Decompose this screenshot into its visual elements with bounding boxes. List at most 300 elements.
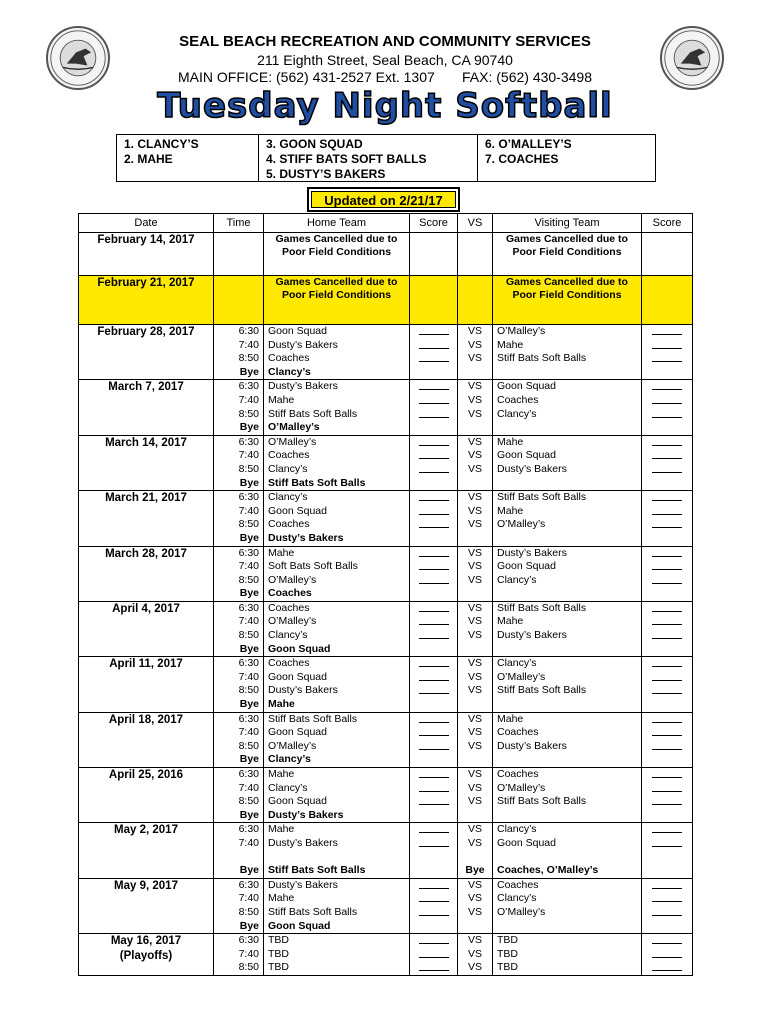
team-item: 7. COACHES xyxy=(485,152,559,166)
cancel-note: Poor Field Conditions xyxy=(512,289,622,301)
visiting-team: Mahe xyxy=(497,435,524,448)
vs-label xyxy=(458,532,492,546)
home-team: Coaches xyxy=(268,587,312,600)
score-blank[interactable] xyxy=(652,726,682,736)
score-line xyxy=(642,864,692,878)
score-blank[interactable] xyxy=(419,449,449,459)
team-item: 6. O’MALLEY’S xyxy=(485,137,572,151)
date-cell xyxy=(79,546,214,601)
home-score-cell xyxy=(410,768,458,823)
vs-label: VS xyxy=(467,518,482,531)
score-blank[interactable] xyxy=(419,408,449,418)
score-line xyxy=(642,587,692,601)
score-line xyxy=(642,518,692,532)
score-blank[interactable] xyxy=(652,505,682,515)
date-label: February 21, 2017 xyxy=(97,277,195,289)
visiting-score-cell xyxy=(642,657,693,712)
table-row xyxy=(79,657,693,712)
vs-label: VS xyxy=(467,629,482,642)
score-blank[interactable] xyxy=(652,879,682,889)
game-time: 8:50 xyxy=(238,961,259,974)
score-blank[interactable] xyxy=(419,879,449,889)
game-time: Bye xyxy=(239,421,259,434)
score-blank[interactable] xyxy=(652,352,682,362)
score-blank[interactable] xyxy=(652,948,682,958)
visiting-team-cell xyxy=(493,491,642,546)
score-blank[interactable] xyxy=(419,892,449,902)
score-blank[interactable] xyxy=(652,574,682,584)
score-blank[interactable] xyxy=(419,602,449,612)
score-line xyxy=(642,421,692,435)
vs-label xyxy=(458,851,492,865)
teams-col-2 xyxy=(259,135,478,181)
score-line xyxy=(642,339,692,353)
score-blank[interactable] xyxy=(652,823,682,833)
vs-label xyxy=(458,809,492,823)
visiting-team: TBD xyxy=(497,934,518,947)
vs-label: VS xyxy=(467,795,482,808)
vs-label: VS xyxy=(467,504,482,517)
home-team: Goon Squad xyxy=(268,325,327,337)
time-cell xyxy=(214,823,264,878)
score-line xyxy=(410,366,457,380)
score-line xyxy=(410,961,457,975)
score-blank[interactable] xyxy=(652,906,682,916)
score-line xyxy=(410,726,457,740)
visiting-team xyxy=(493,366,641,380)
score-line xyxy=(410,560,457,574)
home-team: Stiff Bats Soft Balls xyxy=(268,407,358,420)
vs-label xyxy=(458,643,492,657)
score-blank[interactable] xyxy=(419,782,449,792)
visiting-team: O’Malley’s xyxy=(497,781,546,794)
schedule-table xyxy=(78,213,693,976)
home-score-cell xyxy=(410,657,458,712)
score-blank[interactable] xyxy=(652,768,682,778)
table-row xyxy=(79,276,693,325)
game-time: 7:40 xyxy=(238,947,259,960)
home-score-cell xyxy=(410,380,458,435)
score-line xyxy=(410,602,457,616)
home-team: Clancy’s xyxy=(268,462,308,475)
vs-label: VS xyxy=(467,781,482,794)
score-blank[interactable] xyxy=(652,408,682,418)
time-cell xyxy=(214,276,264,325)
vs-label: VS xyxy=(467,393,482,406)
home-team: Clancy’s xyxy=(268,491,308,504)
vs-cell xyxy=(458,380,493,435)
visiting-team-cell xyxy=(493,546,642,601)
teams-col-1 xyxy=(117,135,259,181)
score-line xyxy=(642,961,692,975)
home-team-cell xyxy=(264,934,410,976)
home-score-cell xyxy=(410,712,458,767)
visiting-team-cell xyxy=(493,878,642,933)
vs-cell xyxy=(458,233,493,276)
vs-label: VS xyxy=(467,670,482,683)
game-time: 8:50 xyxy=(238,905,259,918)
score-line xyxy=(642,906,692,920)
score-line xyxy=(410,698,457,712)
score-blank[interactable] xyxy=(652,325,682,335)
visiting-team: Dusty’s Bakers xyxy=(497,629,567,642)
visiting-team: O’Malley’s xyxy=(497,905,546,918)
score-line xyxy=(410,671,457,685)
score-blank[interactable] xyxy=(419,325,449,335)
visiting-team: O’Malley’s xyxy=(497,670,546,683)
score-line xyxy=(410,339,457,353)
visiting-score-cell xyxy=(642,601,693,656)
score-blank[interactable] xyxy=(419,726,449,736)
score-blank[interactable] xyxy=(652,547,682,557)
score-line xyxy=(642,879,692,893)
score-blank[interactable] xyxy=(419,837,449,847)
updated-box xyxy=(307,187,460,212)
score-line xyxy=(410,352,457,366)
visiting-team xyxy=(493,477,641,491)
score-blank[interactable] xyxy=(419,339,449,349)
score-blank[interactable] xyxy=(419,823,449,833)
visiting-team: Dusty’s Bakers xyxy=(497,739,567,752)
visiting-team: Goon Squad xyxy=(497,380,556,393)
score-blank[interactable] xyxy=(652,713,682,723)
score-line xyxy=(642,795,692,809)
vs-cell xyxy=(458,601,493,656)
score-blank[interactable] xyxy=(419,560,449,570)
visiting-team: Coaches xyxy=(497,393,539,406)
vs-label xyxy=(458,753,492,767)
score-line xyxy=(410,837,457,851)
score-line xyxy=(410,574,457,588)
game-time: 8:50 xyxy=(238,462,259,475)
vs-cell xyxy=(458,823,493,878)
col-header-vs: VS xyxy=(458,214,493,233)
visiting-team: O’Malley’s xyxy=(497,325,546,337)
vs-label: VS xyxy=(467,352,482,365)
score-blank[interactable] xyxy=(419,574,449,584)
score-line xyxy=(642,948,692,962)
score-line xyxy=(642,657,692,671)
score-line xyxy=(642,532,692,546)
score-blank[interactable] xyxy=(419,795,449,805)
score-line xyxy=(642,436,692,450)
visiting-team xyxy=(493,421,641,435)
score-line xyxy=(642,934,692,948)
time-cell xyxy=(214,768,264,823)
date-label: March 28, 2017 xyxy=(105,547,187,560)
table-row xyxy=(79,878,693,933)
score-blank[interactable] xyxy=(652,657,682,667)
score-blank[interactable] xyxy=(419,740,449,750)
org-address: 211 Eighth Street, Seal Beach, CA 90740 xyxy=(257,52,513,68)
score-line xyxy=(642,463,692,477)
date-label: May 16, 2017 xyxy=(110,935,182,948)
visiting-team xyxy=(493,920,641,934)
score-cell xyxy=(642,233,693,276)
date-cell xyxy=(79,435,214,490)
teams-box xyxy=(116,134,656,182)
page-title: Tuesday Night Softball xyxy=(157,86,613,126)
score-blank[interactable] xyxy=(419,713,449,723)
score-blank[interactable] xyxy=(652,436,682,446)
score-line xyxy=(410,864,457,878)
vs-cell xyxy=(458,657,493,712)
game-time: 7:40 xyxy=(238,560,259,573)
score-blank[interactable] xyxy=(652,615,682,625)
score-line xyxy=(642,505,692,519)
game-time: Bye xyxy=(239,642,259,655)
teams-col-3 xyxy=(478,135,655,181)
score-blank[interactable] xyxy=(419,380,449,390)
date-cell xyxy=(79,491,214,546)
game-time: 6:30 xyxy=(238,325,259,337)
visiting-team: Coaches xyxy=(497,768,539,780)
score-blank[interactable] xyxy=(419,352,449,362)
home-team: Clancy’s xyxy=(268,365,311,378)
vs-cell xyxy=(458,712,493,767)
time-cell xyxy=(214,380,264,435)
visiting-score-cell xyxy=(642,934,693,976)
game-time: Bye xyxy=(239,864,259,877)
score-blank[interactable] xyxy=(652,671,682,681)
score-line xyxy=(642,920,692,934)
vs-label: VS xyxy=(467,961,482,974)
score-blank[interactable] xyxy=(419,518,449,528)
score-line xyxy=(642,809,692,823)
home-team: Mahe xyxy=(268,823,295,836)
date-label: April 11, 2017 xyxy=(109,658,183,671)
home-team xyxy=(264,851,409,865)
score-blank[interactable] xyxy=(419,394,449,404)
visiting-team: Clancy’s xyxy=(497,573,537,586)
time-cell xyxy=(214,491,264,546)
game-time: 6:30 xyxy=(238,768,259,780)
home-team: Stiff Bats Soft Balls xyxy=(268,476,366,489)
score-blank[interactable] xyxy=(419,768,449,778)
home-team-cell xyxy=(264,491,410,546)
score-line xyxy=(642,851,692,865)
table-row xyxy=(79,233,693,276)
time-cell xyxy=(214,325,264,380)
vs-label xyxy=(458,698,492,712)
score-blank[interactable] xyxy=(419,657,449,667)
home-team-cell xyxy=(264,276,410,325)
vs-label xyxy=(458,421,492,435)
score-line xyxy=(642,615,692,629)
home-team: O’Malley’s xyxy=(268,573,317,586)
score-line xyxy=(410,394,457,408)
time-cell xyxy=(214,657,264,712)
score-line xyxy=(642,449,692,463)
org-name: SEAL BEACH RECREATION AND COMMUNITY SERVICES xyxy=(179,33,591,50)
score-line xyxy=(642,547,692,561)
vs-label: Bye xyxy=(465,864,485,877)
score-line xyxy=(410,477,457,491)
date-cell xyxy=(79,380,214,435)
score-blank[interactable] xyxy=(652,934,682,944)
vs-label: VS xyxy=(467,435,482,448)
score-blank[interactable] xyxy=(419,934,449,944)
score-blank[interactable] xyxy=(652,684,682,694)
game-time: 7:40 xyxy=(238,670,259,683)
table-row xyxy=(79,934,693,976)
score-blank[interactable] xyxy=(419,505,449,515)
vs-cell xyxy=(458,878,493,933)
home-team-cell xyxy=(264,435,410,490)
date-label: April 18, 2017 xyxy=(108,713,184,726)
score-line xyxy=(410,587,457,601)
score-line xyxy=(642,768,692,782)
score-blank[interactable] xyxy=(419,961,449,971)
score-line xyxy=(642,574,692,588)
date-cell xyxy=(79,657,214,712)
score-blank[interactable] xyxy=(652,463,682,473)
home-score-cell xyxy=(410,934,458,976)
date-label: February 14, 2017 xyxy=(97,234,195,246)
vs-label: VS xyxy=(467,684,482,697)
score-blank[interactable] xyxy=(652,795,682,805)
game-time: 8:50 xyxy=(238,352,259,365)
score-blank[interactable] xyxy=(652,560,682,570)
visiting-team xyxy=(493,587,641,601)
score-line xyxy=(642,408,692,422)
team-item: 3. GOON SQUAD xyxy=(266,137,363,151)
score-blank[interactable] xyxy=(652,449,682,459)
visiting-score-cell xyxy=(642,823,693,878)
score-blank[interactable] xyxy=(652,961,682,971)
visiting-team: Stiff Bats Soft Balls xyxy=(497,491,587,504)
home-team-cell xyxy=(264,878,410,933)
table-header-row xyxy=(79,214,693,233)
team-item: 4. STIFF BATS SOFT BALLS xyxy=(266,152,427,166)
game-time: Bye xyxy=(239,531,259,544)
vs-label: VS xyxy=(467,823,482,836)
score-line xyxy=(642,560,692,574)
vs-label: VS xyxy=(467,878,482,891)
score-blank[interactable] xyxy=(419,684,449,694)
score-line xyxy=(410,934,457,948)
table-row xyxy=(79,768,693,823)
score-line xyxy=(410,532,457,546)
score-blank[interactable] xyxy=(652,339,682,349)
score-blank[interactable] xyxy=(652,491,682,501)
home-team-cell xyxy=(264,657,410,712)
score-line xyxy=(410,408,457,422)
visiting-team: Coaches xyxy=(497,878,539,891)
visiting-team: Mahe xyxy=(497,615,524,628)
vs-label xyxy=(458,366,492,380)
score-blank[interactable] xyxy=(419,615,449,625)
vs-label: VS xyxy=(467,601,482,614)
game-time: 6:30 xyxy=(238,712,259,725)
org-phone-fax: MAIN OFFICE: (562) 431-2527 Ext. 1307 FAX: (562) 430-3498 xyxy=(178,69,592,85)
visiting-team: Stiff Bats Soft Balls xyxy=(497,684,587,697)
score-line xyxy=(410,491,457,505)
home-team: Goon Squad xyxy=(268,919,331,932)
time-cell xyxy=(214,878,264,933)
score-blank[interactable] xyxy=(419,629,449,639)
score-line xyxy=(410,547,457,561)
visiting-team: Stiff Bats Soft Balls xyxy=(497,352,587,365)
score-blank[interactable] xyxy=(419,463,449,473)
home-team: Dusty’s Bakers xyxy=(268,878,338,891)
score-blank[interactable] xyxy=(652,782,682,792)
table-row xyxy=(79,823,693,878)
game-time: 6:30 xyxy=(238,491,259,504)
vs-cell xyxy=(458,934,493,976)
score-blank[interactable] xyxy=(652,518,682,528)
score-line xyxy=(410,436,457,450)
score-blank[interactable] xyxy=(419,547,449,557)
visiting-team: Stiff Bats Soft Balls xyxy=(497,601,587,614)
game-time: Bye xyxy=(239,919,259,932)
visiting-team xyxy=(493,643,641,657)
score-blank[interactable] xyxy=(419,436,449,446)
score-line xyxy=(642,352,692,366)
score-line xyxy=(410,380,457,394)
visiting-team: Mahe xyxy=(497,712,524,725)
score-blank[interactable] xyxy=(419,906,449,916)
score-blank[interactable] xyxy=(652,380,682,390)
score-blank[interactable] xyxy=(652,892,682,902)
game-time: Bye xyxy=(239,365,259,378)
score-line xyxy=(410,753,457,767)
vs-label: VS xyxy=(467,934,482,947)
home-team: Dusty’s Bakers xyxy=(268,380,338,393)
table-row xyxy=(79,380,693,435)
vs-label: VS xyxy=(467,947,482,960)
home-team: Mahe xyxy=(268,546,295,559)
score-line xyxy=(410,851,457,865)
home-team: Dusty’s Bakers xyxy=(268,836,338,849)
col-header-score: Score xyxy=(410,214,458,233)
visiting-team-cell xyxy=(493,823,642,878)
home-score-cell xyxy=(410,546,458,601)
score-blank[interactable] xyxy=(419,491,449,501)
vs-label xyxy=(458,587,492,601)
game-time: Bye xyxy=(239,587,259,600)
home-team-cell xyxy=(264,823,410,878)
score-blank[interactable] xyxy=(652,602,682,612)
score-blank[interactable] xyxy=(419,671,449,681)
date-label: May 2, 2017 xyxy=(114,824,178,837)
score-line xyxy=(642,823,692,837)
vs-label: VS xyxy=(467,615,482,628)
visiting-team: TBD xyxy=(497,961,518,974)
date-label: (Playoffs) xyxy=(119,950,173,963)
game-time: 8:50 xyxy=(238,573,259,586)
score-cell xyxy=(642,276,693,325)
score-blank[interactable] xyxy=(652,394,682,404)
score-blank[interactable] xyxy=(652,837,682,847)
score-blank[interactable] xyxy=(419,948,449,958)
vs-cell xyxy=(458,768,493,823)
score-line xyxy=(642,602,692,616)
score-line xyxy=(410,920,457,934)
score-line xyxy=(642,740,692,754)
col-header-home: Home Team xyxy=(264,214,410,233)
home-team: Stiff Bats Soft Balls xyxy=(268,712,358,725)
score-blank[interactable] xyxy=(652,740,682,750)
game-time: 8:50 xyxy=(238,518,259,531)
home-team-cell xyxy=(264,380,410,435)
score-blank[interactable] xyxy=(652,629,682,639)
score-line xyxy=(642,837,692,851)
visiting-team-cell xyxy=(493,657,642,712)
date-label: February 28, 2017 xyxy=(97,326,195,338)
score-line xyxy=(410,463,457,477)
home-team: Dusty’s Bakers xyxy=(268,531,344,544)
